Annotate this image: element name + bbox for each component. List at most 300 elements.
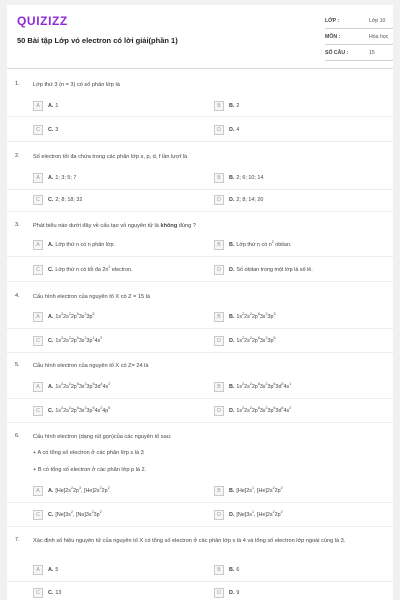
- meta-value: Hóa học: [369, 34, 389, 40]
- option-text: [229, 175, 389, 181]
- config-superscript: 1: [92, 336, 95, 341]
- config-term: 1s: [55, 384, 62, 390]
- option-text: [48, 103, 208, 109]
- option-label: C.: [48, 127, 54, 133]
- config-superscript: 3: [273, 312, 276, 317]
- option-label: B.: [229, 242, 235, 248]
- config-superscript: 2: [100, 336, 103, 341]
- option-letter-box[interactable]: A: [33, 382, 43, 392]
- config-superscript: 3: [79, 486, 81, 491]
- config-superscript: 2: [280, 486, 283, 491]
- option-divider: [7, 211, 393, 212]
- option-letter-box[interactable]: D: [214, 588, 224, 598]
- config-superscript: 4: [100, 382, 103, 387]
- option-superscript: 2: [108, 265, 111, 270]
- config-term: 3p: [86, 384, 93, 390]
- option-divider: [7, 141, 393, 142]
- config-term: 4s: [94, 338, 101, 344]
- option-text: [229, 408, 389, 414]
- option-divider: [7, 526, 393, 527]
- answer-option-b[interactable]: [214, 173, 384, 184]
- option-text: [229, 242, 389, 248]
- option-text: [48, 267, 208, 273]
- option-divider: [7, 581, 393, 582]
- question-text-part: Phát biểu nào dưới đây về cấu tạo vỏ nguyên tử là: [33, 223, 161, 229]
- option-letter-box[interactable]: D: [214, 406, 224, 416]
- config-superscript: 2: [61, 382, 64, 387]
- option-letter-box[interactable]: B: [214, 240, 224, 250]
- option-text: [48, 384, 208, 390]
- config-superscript: 6: [92, 406, 95, 411]
- option-divider: [7, 422, 393, 423]
- config-term: 2p: [251, 338, 258, 344]
- config-term: 3s: [78, 338, 85, 344]
- config-term: 1s: [55, 314, 62, 320]
- quizizz-logo[interactable]: QUIZIZZ: [17, 14, 68, 28]
- config-term: , [He]2s: [81, 488, 100, 494]
- config-superscript: 2: [272, 486, 275, 491]
- config-term: 2s: [244, 314, 250, 320]
- option-text: [48, 408, 208, 414]
- option-letter-box[interactable]: B: [214, 565, 224, 575]
- config-superscript: 6: [92, 382, 95, 387]
- config-superscript: 2: [265, 406, 268, 411]
- option-letter-box[interactable]: C: [33, 588, 43, 598]
- config-term: 3p: [86, 338, 93, 344]
- config-term: 1s: [236, 384, 243, 390]
- config-superscript: 2: [249, 406, 252, 411]
- meta-key: SỐ CÂU :: [325, 50, 349, 56]
- config-term: 2s: [63, 408, 69, 414]
- option-text-part: 2: [236, 103, 240, 109]
- config-superscript: 2: [68, 406, 71, 411]
- option-letter-box[interactable]: C: [33, 125, 43, 135]
- option-text-part: electron.: [110, 267, 133, 273]
- question-text: Lớp thứ 3 (n = 3) có số phân lớp là: [33, 82, 120, 88]
- config-superscript: 2: [265, 336, 268, 341]
- option-label: D.: [229, 127, 235, 133]
- option-divider: [7, 256, 393, 257]
- answer-option-c[interactable]: [33, 336, 203, 347]
- option-letter-box[interactable]: A: [33, 312, 43, 322]
- config-term: 3s: [78, 384, 85, 390]
- option-text-part: 5: [55, 567, 59, 573]
- option-label: C.: [48, 267, 54, 273]
- config-superscript: 6: [257, 382, 260, 387]
- config-superscript: 5: [281, 382, 284, 387]
- option-text: [48, 590, 208, 596]
- answer-option-c[interactable]: [33, 588, 203, 599]
- answer-option-b[interactable]: [214, 312, 384, 323]
- config-term: 3p: [86, 408, 93, 414]
- config-superscript: 2: [265, 312, 268, 317]
- question-text: Xác định số hiệu nguyên tử của nguyên tố X có tổng số electron ở các phân lớp s là 4 và tổng số electron lớp ngoài cùng là 3.: [33, 538, 346, 544]
- config-term: 2s: [63, 314, 69, 320]
- answer-option-c[interactable]: [33, 265, 203, 276]
- config-term: 3d: [275, 384, 282, 390]
- config-term: 3p: [267, 408, 274, 414]
- config-term: 2s: [244, 338, 250, 344]
- config-superscript: 2: [68, 382, 71, 387]
- option-label: A.: [48, 242, 54, 248]
- option-text-part: Số obitan trong một lớp là số lẻ.: [236, 267, 313, 273]
- config-term: 4s: [94, 408, 101, 414]
- document-title: 50 Bài tập Lớp vỏ electron có lời giải(phần 1): [17, 36, 178, 45]
- config-superscript: 2: [249, 312, 252, 317]
- config-term: 2p: [251, 314, 258, 320]
- config-term: [Ne]3s: [236, 512, 252, 518]
- config-superscript: 2: [242, 312, 245, 317]
- config-term: 4s: [102, 384, 109, 390]
- config-superscript: 2: [91, 510, 94, 515]
- option-divider: [7, 352, 393, 353]
- option-letter-box[interactable]: D: [214, 265, 224, 275]
- config-superscript: 2: [71, 510, 73, 515]
- option-divider: [7, 116, 393, 117]
- option-label: C.: [48, 512, 54, 518]
- config-superscript: 2: [108, 382, 111, 387]
- option-text: [48, 338, 208, 344]
- answer-option-a[interactable]: [33, 312, 203, 323]
- config-superscript: 1: [252, 486, 254, 491]
- config-term: 3s: [259, 408, 266, 414]
- option-label: C.: [48, 338, 54, 344]
- question-number: 6.: [15, 433, 20, 439]
- answer-option-a[interactable]: [33, 486, 203, 497]
- question-text: Cấu hình electron của nguyên tố X có Z= 24 là: [33, 363, 149, 369]
- config-superscript: 2: [242, 382, 245, 387]
- option-label: C.: [48, 408, 54, 414]
- config-term: 2p: [73, 488, 79, 494]
- meta-row-subject: [325, 29, 393, 45]
- config-superscript: 2: [84, 312, 87, 317]
- option-label: B.: [229, 314, 235, 320]
- config-term: 3p: [93, 512, 100, 518]
- option-label: C.: [48, 197, 54, 203]
- config-superscript: 2: [71, 486, 73, 491]
- option-label: A.: [48, 175, 54, 181]
- config-superscript: 6: [273, 336, 276, 341]
- config-term: 1s: [55, 338, 62, 344]
- question-number: 7.: [15, 537, 20, 543]
- config-superscript: 1: [289, 382, 292, 387]
- option-text: [229, 488, 389, 494]
- option-text: [229, 512, 389, 518]
- config-superscript: 2: [249, 382, 252, 387]
- config-superscript: 2: [84, 382, 87, 387]
- option-text-part: Lớp thứ n có n: [236, 242, 272, 248]
- config-superscript: 2: [272, 510, 275, 515]
- config-superscript: 6: [76, 312, 79, 317]
- meta-key: MÔN :: [325, 34, 341, 40]
- config-term: 4s: [283, 384, 290, 390]
- config-term: 2p: [70, 314, 77, 320]
- config-term: 2p: [70, 338, 77, 344]
- config-term: 2p: [251, 408, 258, 414]
- option-letter-box[interactable]: D: [214, 125, 224, 135]
- config-term: 3p: [267, 338, 274, 344]
- option-label: D.: [229, 590, 235, 596]
- option-letter-box[interactable]: D: [214, 510, 224, 520]
- option-text: [229, 314, 389, 320]
- config-superscript: 2: [107, 486, 110, 491]
- option-letter-box[interactable]: C: [33, 195, 43, 205]
- answer-option-a[interactable]: [33, 240, 203, 251]
- option-label: A.: [48, 314, 54, 320]
- option-label: B.: [229, 103, 235, 109]
- option-letter-box[interactable]: B: [214, 312, 224, 322]
- option-divider: [7, 189, 393, 190]
- config-term: 2p: [70, 384, 77, 390]
- question-text: [33, 222, 383, 230]
- option-letter-box[interactable]: A: [33, 565, 43, 575]
- meta-table: [325, 13, 393, 61]
- config-term: 3s: [259, 314, 266, 320]
- answer-option-b[interactable]: [214, 101, 384, 112]
- config-term: 4s: [283, 408, 290, 414]
- config-term: [He]2s: [236, 488, 252, 494]
- option-letter-box[interactable]: B: [214, 173, 224, 183]
- option-text: [48, 197, 208, 203]
- option-label: B.: [229, 384, 235, 390]
- option-letter-box[interactable]: C: [33, 336, 43, 346]
- config-term: 1s: [236, 314, 243, 320]
- config-term: [Ne]3s: [55, 512, 71, 518]
- config-superscript: 6: [281, 406, 284, 411]
- answer-option-c[interactable]: [33, 406, 203, 417]
- config-superscript: 2: [61, 406, 64, 411]
- config-superscript: 2: [68, 312, 71, 317]
- question-text: Số electron tối đa chứa trong các phân lớp s, p, d, f lần lượt là: [33, 154, 188, 160]
- config-superscript: 6: [76, 336, 79, 341]
- config-superscript: 6: [273, 406, 276, 411]
- option-letter-box[interactable]: A: [33, 173, 43, 183]
- config-term: 3s: [259, 338, 266, 344]
- question-text: Cấu hình electron (dạng rút gọn)của các nguyên tố sau:: [33, 434, 172, 440]
- question-text: Cấu hình electron của nguyên tố X có Z = 15 là: [33, 294, 151, 300]
- option-text: [229, 103, 389, 109]
- config-term: 3p: [267, 384, 274, 390]
- meta-row-grade: [325, 13, 393, 29]
- config-superscript: 2: [242, 406, 245, 411]
- question-text-emphasis: không: [160, 223, 178, 229]
- option-text-part: obitan.: [273, 242, 292, 248]
- option-text: [48, 314, 208, 320]
- config-superscript: 2: [249, 336, 252, 341]
- config-superscript: 2: [265, 382, 268, 387]
- config-term: 1s: [55, 408, 62, 414]
- option-label: A.: [48, 384, 54, 390]
- option-label: B.: [229, 175, 235, 181]
- option-text: [229, 590, 389, 596]
- option-letter-box[interactable]: C: [33, 265, 43, 275]
- option-divider: [7, 328, 393, 329]
- config-superscript: 2: [242, 336, 245, 341]
- option-letter-box[interactable]: C: [33, 406, 43, 416]
- question-text-part: đúng ?: [177, 223, 196, 229]
- option-letter-box[interactable]: A: [33, 486, 43, 496]
- question-number: 4.: [15, 293, 20, 299]
- option-letter-box[interactable]: B: [214, 101, 224, 111]
- option-text-part: 2; 6; 10; 14: [236, 175, 264, 181]
- option-text: [48, 175, 208, 181]
- option-text: [48, 127, 208, 133]
- answer-option-d[interactable]: [214, 406, 384, 417]
- option-text: [229, 127, 389, 133]
- answer-option-b[interactable]: [214, 486, 384, 497]
- option-label: D.: [229, 197, 235, 203]
- config-term: 3s: [78, 314, 85, 320]
- answer-option-a[interactable]: [33, 173, 203, 184]
- config-superscript: 6: [76, 406, 79, 411]
- option-text: [48, 567, 208, 573]
- config-term: [He]2s: [55, 488, 71, 494]
- option-text: [229, 338, 389, 344]
- meta-value: Lớp 10: [369, 18, 386, 24]
- meta-value: 15: [369, 50, 375, 56]
- config-superscript: 2: [84, 406, 87, 411]
- config-term: 2s: [63, 384, 69, 390]
- option-text-part: 2; 8; 14; 20: [236, 197, 264, 203]
- config-term: , [He]2s: [254, 488, 273, 494]
- option-text: [48, 512, 208, 518]
- option-divider: [7, 281, 393, 282]
- option-label: A.: [48, 567, 54, 573]
- option-text: [229, 197, 389, 203]
- answer-option-d[interactable]: [214, 588, 384, 599]
- answer-option-c[interactable]: [33, 195, 203, 206]
- config-term: 2p: [70, 408, 77, 414]
- worksheet-page: [7, 5, 393, 600]
- config-superscript: 6: [76, 382, 79, 387]
- answer-option-b[interactable]: [214, 382, 384, 393]
- question-note: + A có tổng số electron ở các phân lớp s là 3: [33, 450, 144, 456]
- option-letter-box[interactable]: A: [33, 240, 43, 250]
- answer-option-b[interactable]: [214, 565, 384, 576]
- option-letter-box[interactable]: D: [214, 195, 224, 205]
- config-superscript: 2: [280, 510, 283, 515]
- config-superscript: 1: [252, 510, 254, 515]
- answer-option-c[interactable]: [33, 125, 203, 136]
- config-term: 3s: [78, 408, 85, 414]
- config-superscript: 6: [257, 336, 260, 341]
- config-term: 2p: [251, 384, 258, 390]
- meta-key: LỚP :: [325, 18, 340, 24]
- option-label: A.: [48, 488, 54, 494]
- config-term: 2s: [63, 338, 69, 344]
- config-superscript: 2: [61, 312, 64, 317]
- option-superscript: 2: [271, 240, 274, 245]
- option-text-part: 13: [55, 590, 62, 596]
- answer-option-d[interactable]: [214, 195, 384, 206]
- answer-option-d[interactable]: [214, 336, 384, 347]
- config-term: 2s: [244, 384, 250, 390]
- answer-option-d[interactable]: [214, 125, 384, 136]
- option-label: D.: [229, 338, 235, 344]
- option-letter-box[interactable]: A: [33, 101, 43, 111]
- config-superscript: 5: [108, 406, 111, 411]
- option-label: B.: [229, 488, 235, 494]
- option-label: A.: [48, 103, 54, 109]
- config-superscript: 2: [84, 336, 87, 341]
- config-term: 3s: [259, 384, 266, 390]
- answer-option-d[interactable]: [214, 265, 384, 276]
- config-term: 4p: [102, 408, 109, 414]
- config-term: 3d: [275, 408, 282, 414]
- option-label: B.: [229, 567, 235, 573]
- option-text: [48, 242, 208, 248]
- option-label: C.: [48, 590, 54, 596]
- question-number: 5.: [15, 362, 20, 368]
- option-text: [229, 384, 389, 390]
- config-term: 3d: [94, 384, 101, 390]
- option-label: D.: [229, 408, 235, 414]
- config-term: 1s: [236, 408, 243, 414]
- option-text-part: 1; 3; 5; 7: [55, 175, 77, 181]
- config-term: 2p: [101, 488, 108, 494]
- answer-option-d[interactable]: [214, 510, 384, 521]
- option-text-part: 1: [55, 103, 59, 109]
- config-term: 2p: [274, 512, 281, 518]
- question-number: 2.: [15, 153, 20, 159]
- answer-option-a[interactable]: [33, 101, 203, 112]
- option-label: D.: [229, 512, 235, 518]
- config-term: 3p: [86, 314, 93, 320]
- config-superscript: 2: [99, 486, 102, 491]
- option-letter-box[interactable]: B: [214, 486, 224, 496]
- answer-option-b[interactable]: [214, 240, 384, 251]
- question-number: 1.: [15, 81, 20, 87]
- option-divider: [7, 398, 393, 399]
- config-superscript: 6: [257, 406, 260, 411]
- answer-option-a[interactable]: [33, 382, 203, 393]
- config-term: 1s: [236, 338, 243, 344]
- config-superscript: 6: [257, 312, 260, 317]
- option-letter-box[interactable]: C: [33, 510, 43, 520]
- question-number: 3.: [15, 222, 20, 228]
- option-letter-box[interactable]: D: [214, 336, 224, 346]
- config-term: , [Ne]3s: [73, 512, 92, 518]
- config-superscript: 2: [61, 336, 64, 341]
- answer-option-a[interactable]: [33, 565, 203, 576]
- option-letter-box[interactable]: B: [214, 382, 224, 392]
- option-text: [48, 488, 208, 494]
- option-text-part: 3: [55, 127, 59, 133]
- worksheet-header: [7, 5, 393, 69]
- option-text-part: Lớp thứ n có tối đa 2n: [55, 267, 109, 273]
- option-text-part: 9: [236, 590, 240, 596]
- config-term: 2p: [274, 488, 281, 494]
- config-superscript: 2: [289, 406, 292, 411]
- config-superscript: 2: [68, 336, 71, 341]
- option-text-part: 4: [236, 127, 240, 133]
- config-superscript: 2: [99, 510, 102, 515]
- config-superscript: 6: [273, 382, 276, 387]
- config-term: , [He]2s: [254, 512, 273, 518]
- config-term: 2s: [244, 408, 250, 414]
- config-superscript: 5: [92, 312, 95, 317]
- option-text-part: 2; 8; 18; 32: [55, 197, 83, 203]
- option-text: [229, 567, 389, 573]
- option-label: D.: [229, 267, 235, 273]
- option-text: [229, 267, 389, 273]
- option-text-part: 6: [236, 567, 240, 573]
- question-note: + B có tổng số electron ở các phân lớp p là 2.: [33, 467, 147, 473]
- option-divider: [7, 502, 393, 503]
- config-superscript: 2: [100, 406, 103, 411]
- answer-option-c[interactable]: [33, 510, 203, 521]
- meta-row-question-count: [325, 45, 393, 61]
